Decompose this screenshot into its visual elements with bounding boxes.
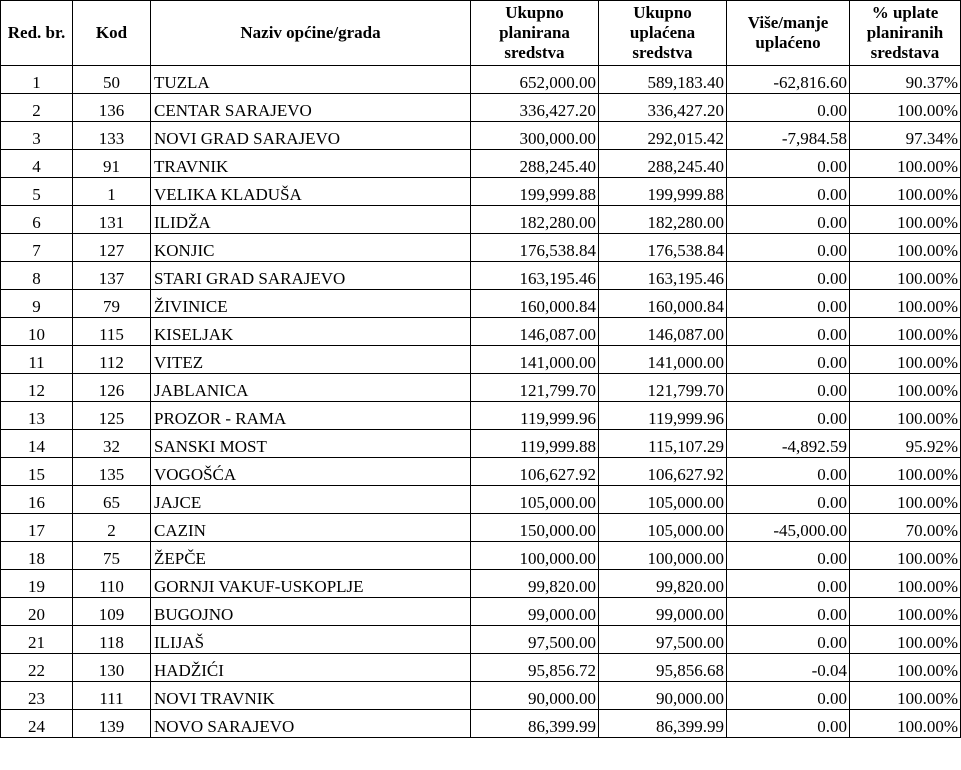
cell-name: VITEZ <box>151 346 471 374</box>
cell-kod: 130 <box>73 654 151 682</box>
header-row <box>1 1 961 66</box>
cell-no: 23 <box>1 682 73 710</box>
table-row <box>1 486 961 514</box>
table-row <box>1 150 961 178</box>
cell-no: 21 <box>1 626 73 654</box>
cell-name: JABLANICA <box>151 374 471 402</box>
cell-name: BUGOJNO <box>151 598 471 626</box>
cell-no: 19 <box>1 570 73 598</box>
cell-kod: 112 <box>73 346 151 374</box>
cell-diff: 0.00 <box>727 374 850 402</box>
cell-no: 16 <box>1 486 73 514</box>
cell-diff: -0.04 <box>727 654 850 682</box>
cell-paid: 121,799.70 <box>599 374 727 402</box>
cell-no: 1 <box>1 66 73 94</box>
cell-name: JAJCE <box>151 486 471 514</box>
cell-planned: 199,999.88 <box>471 178 599 206</box>
cell-name: ILIDŽA <box>151 206 471 234</box>
cell-diff: 0.00 <box>727 262 850 290</box>
table-row <box>1 206 961 234</box>
cell-diff: 0.00 <box>727 318 850 346</box>
table-row <box>1 374 961 402</box>
table-row <box>1 178 961 206</box>
cell-no: 3 <box>1 122 73 150</box>
cell-pct: 100.00% <box>850 94 961 122</box>
cell-paid: 119,999.96 <box>599 402 727 430</box>
cell-planned: 146,087.00 <box>471 318 599 346</box>
cell-diff: -4,892.59 <box>727 430 850 458</box>
cell-planned: 182,280.00 <box>471 206 599 234</box>
cell-planned: 100,000.00 <box>471 542 599 570</box>
cell-planned: 160,000.84 <box>471 290 599 318</box>
cell-paid: 86,399.99 <box>599 710 727 738</box>
cell-kod: 127 <box>73 234 151 262</box>
cell-no: 5 <box>1 178 73 206</box>
cell-diff: 0.00 <box>727 486 850 514</box>
cell-name: KISELJAK <box>151 318 471 346</box>
cell-diff: 0.00 <box>727 682 850 710</box>
header-pct: % uplate planiranih sredstava <box>850 1 961 66</box>
cell-paid: 336,427.20 <box>599 94 727 122</box>
cell-pct: 100.00% <box>850 290 961 318</box>
cell-name: NOVI TRAVNIK <box>151 682 471 710</box>
cell-planned: 97,500.00 <box>471 626 599 654</box>
cell-pct: 100.00% <box>850 654 961 682</box>
cell-kod: 118 <box>73 626 151 654</box>
cell-name: NOVI GRAD SARAJEVO <box>151 122 471 150</box>
table-row <box>1 234 961 262</box>
cell-diff: 0.00 <box>727 346 850 374</box>
cell-kod: 50 <box>73 66 151 94</box>
cell-paid: 199,999.88 <box>599 178 727 206</box>
cell-paid: 115,107.29 <box>599 430 727 458</box>
cell-paid: 182,280.00 <box>599 206 727 234</box>
cell-diff: 0.00 <box>727 150 850 178</box>
cell-no: 18 <box>1 542 73 570</box>
cell-pct: 100.00% <box>850 542 961 570</box>
cell-planned: 90,000.00 <box>471 682 599 710</box>
cell-pct: 100.00% <box>850 458 961 486</box>
cell-name: TRAVNIK <box>151 150 471 178</box>
cell-pct: 100.00% <box>850 682 961 710</box>
header-kod: Kod <box>73 1 151 66</box>
cell-paid: 99,820.00 <box>599 570 727 598</box>
cell-kod: 136 <box>73 94 151 122</box>
table-row <box>1 570 961 598</box>
cell-name: STARI GRAD SARAJEVO <box>151 262 471 290</box>
cell-name: ŽEPČE <box>151 542 471 570</box>
cell-name: NOVO SARAJEVO <box>151 710 471 738</box>
cell-planned: 288,245.40 <box>471 150 599 178</box>
cell-planned: 121,799.70 <box>471 374 599 402</box>
cell-planned: 99,000.00 <box>471 598 599 626</box>
cell-pct: 70.00% <box>850 514 961 542</box>
cell-no: 13 <box>1 402 73 430</box>
cell-no: 24 <box>1 710 73 738</box>
table-row <box>1 66 961 94</box>
cell-name: VELIKA KLADUŠA <box>151 178 471 206</box>
cell-paid: 95,856.68 <box>599 654 727 682</box>
cell-pct: 100.00% <box>850 486 961 514</box>
cell-diff: -7,984.58 <box>727 122 850 150</box>
cell-pct: 100.00% <box>850 374 961 402</box>
table-row <box>1 402 961 430</box>
cell-paid: 176,538.84 <box>599 234 727 262</box>
header-planned: Ukupno planirana sredstva <box>471 1 599 66</box>
cell-planned: 141,000.00 <box>471 346 599 374</box>
cell-kod: 110 <box>73 570 151 598</box>
cell-pct: 100.00% <box>850 150 961 178</box>
cell-planned: 300,000.00 <box>471 122 599 150</box>
cell-no: 8 <box>1 262 73 290</box>
cell-diff: 0.00 <box>727 234 850 262</box>
table-row <box>1 626 961 654</box>
cell-planned: 106,627.92 <box>471 458 599 486</box>
cell-name: ŽIVINICE <box>151 290 471 318</box>
table-row <box>1 514 961 542</box>
cell-kod: 115 <box>73 318 151 346</box>
cell-pct: 100.00% <box>850 206 961 234</box>
cell-kod: 109 <box>73 598 151 626</box>
cell-pct: 100.00% <box>850 626 961 654</box>
cell-name: HADŽIĆI <box>151 654 471 682</box>
cell-no: 20 <box>1 598 73 626</box>
cell-paid: 163,195.46 <box>599 262 727 290</box>
cell-paid: 288,245.40 <box>599 150 727 178</box>
table-row <box>1 346 961 374</box>
cell-no: 14 <box>1 430 73 458</box>
header-no: Red. br. <box>1 1 73 66</box>
cell-planned: 176,538.84 <box>471 234 599 262</box>
cell-kod: 1 <box>73 178 151 206</box>
cell-no: 2 <box>1 94 73 122</box>
cell-diff: 0.00 <box>727 598 850 626</box>
cell-no: 22 <box>1 654 73 682</box>
cell-paid: 160,000.84 <box>599 290 727 318</box>
cell-paid: 105,000.00 <box>599 514 727 542</box>
cell-kod: 91 <box>73 150 151 178</box>
cell-name: GORNJI VAKUF-USKOPLJE <box>151 570 471 598</box>
cell-kod: 135 <box>73 458 151 486</box>
cell-kod: 111 <box>73 682 151 710</box>
cell-diff: 0.00 <box>727 570 850 598</box>
cell-diff: -45,000.00 <box>727 514 850 542</box>
cell-kod: 32 <box>73 430 151 458</box>
cell-kod: 139 <box>73 710 151 738</box>
cell-pct: 97.34% <box>850 122 961 150</box>
cell-diff: -62,816.60 <box>727 66 850 94</box>
table-row <box>1 318 961 346</box>
cell-pct: 90.37% <box>850 66 961 94</box>
cell-paid: 105,000.00 <box>599 486 727 514</box>
header-diff: Više/manje uplaćeno <box>727 1 850 66</box>
cell-name: ILIJAŠ <box>151 626 471 654</box>
cell-name: CENTAR SARAJEVO <box>151 94 471 122</box>
header-paid: Ukupno uplaćena sredstva <box>599 1 727 66</box>
cell-planned: 95,856.72 <box>471 654 599 682</box>
cell-pct: 100.00% <box>850 234 961 262</box>
table-row <box>1 94 961 122</box>
cell-paid: 141,000.00 <box>599 346 727 374</box>
cell-name: KONJIC <box>151 234 471 262</box>
cell-kod: 2 <box>73 514 151 542</box>
cell-no: 7 <box>1 234 73 262</box>
cell-diff: 0.00 <box>727 290 850 318</box>
cell-no: 9 <box>1 290 73 318</box>
cell-planned: 105,000.00 <box>471 486 599 514</box>
cell-planned: 652,000.00 <box>471 66 599 94</box>
cell-pct: 100.00% <box>850 570 961 598</box>
cell-kod: 65 <box>73 486 151 514</box>
header-name: Naziv općine/grada <box>151 1 471 66</box>
cell-no: 15 <box>1 458 73 486</box>
cell-pct: 100.00% <box>850 178 961 206</box>
cell-no: 17 <box>1 514 73 542</box>
cell-planned: 119,999.96 <box>471 402 599 430</box>
cell-kod: 133 <box>73 122 151 150</box>
cell-paid: 589,183.40 <box>599 66 727 94</box>
cell-planned: 119,999.88 <box>471 430 599 458</box>
cell-paid: 99,000.00 <box>599 598 727 626</box>
cell-pct: 100.00% <box>850 346 961 374</box>
cell-paid: 146,087.00 <box>599 318 727 346</box>
cell-no: 4 <box>1 150 73 178</box>
cell-diff: 0.00 <box>727 206 850 234</box>
table-row <box>1 682 961 710</box>
table-row <box>1 122 961 150</box>
cell-kod: 126 <box>73 374 151 402</box>
cell-diff: 0.00 <box>727 626 850 654</box>
cell-kod: 75 <box>73 542 151 570</box>
cell-diff: 0.00 <box>727 178 850 206</box>
table-header <box>1 1 961 66</box>
cell-pct: 100.00% <box>850 402 961 430</box>
cell-no: 10 <box>1 318 73 346</box>
cell-paid: 90,000.00 <box>599 682 727 710</box>
table-row <box>1 262 961 290</box>
cell-planned: 336,427.20 <box>471 94 599 122</box>
cell-planned: 86,399.99 <box>471 710 599 738</box>
cell-diff: 0.00 <box>727 94 850 122</box>
cell-pct: 100.00% <box>850 710 961 738</box>
cell-diff: 0.00 <box>727 402 850 430</box>
cell-pct: 100.00% <box>850 262 961 290</box>
table-body <box>1 66 961 738</box>
cell-diff: 0.00 <box>727 458 850 486</box>
cell-diff: 0.00 <box>727 542 850 570</box>
table-row <box>1 290 961 318</box>
cell-name: SANSKI MOST <box>151 430 471 458</box>
cell-pct: 100.00% <box>850 598 961 626</box>
cell-kod: 79 <box>73 290 151 318</box>
cell-name: PROZOR - RAMA <box>151 402 471 430</box>
cell-kod: 125 <box>73 402 151 430</box>
cell-pct: 100.00% <box>850 318 961 346</box>
cell-kod: 131 <box>73 206 151 234</box>
table-row <box>1 430 961 458</box>
cell-name: TUZLA <box>151 66 471 94</box>
cell-planned: 99,820.00 <box>471 570 599 598</box>
cell-no: 12 <box>1 374 73 402</box>
cell-name: CAZIN <box>151 514 471 542</box>
cell-paid: 106,627.92 <box>599 458 727 486</box>
cell-no: 6 <box>1 206 73 234</box>
cell-planned: 150,000.00 <box>471 514 599 542</box>
cell-planned: 163,195.46 <box>471 262 599 290</box>
table-row <box>1 542 961 570</box>
cell-diff: 0.00 <box>727 710 850 738</box>
cell-no: 11 <box>1 346 73 374</box>
cell-paid: 100,000.00 <box>599 542 727 570</box>
cell-paid: 97,500.00 <box>599 626 727 654</box>
table-row <box>1 654 961 682</box>
cell-paid: 292,015.42 <box>599 122 727 150</box>
cell-pct: 95.92% <box>850 430 961 458</box>
cell-name: VOGOŠĆA <box>151 458 471 486</box>
cell-kod: 137 <box>73 262 151 290</box>
table-row <box>1 598 961 626</box>
table-row <box>1 710 961 738</box>
table-row <box>1 458 961 486</box>
